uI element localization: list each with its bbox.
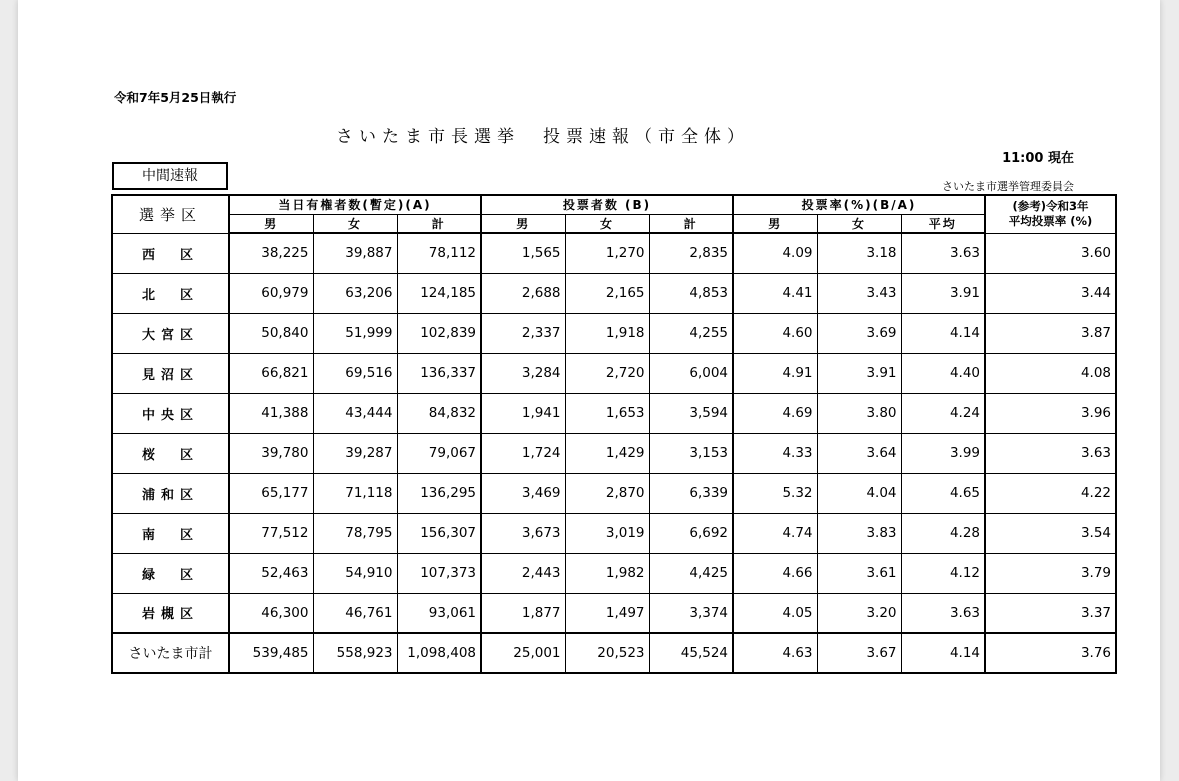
table-cell: 3,153 (649, 433, 733, 473)
table-cell: 3.60 (985, 233, 1116, 273)
table-cell: 2,870 (565, 473, 649, 513)
header-voters: 投票者数 (B) (481, 195, 733, 214)
header-reference-line1: (参考)令和3年 (1012, 199, 1089, 214)
table-cell: 65,177 (229, 473, 313, 513)
table-cell: 4,425 (649, 553, 733, 593)
table-cell: 4.14 (901, 313, 985, 353)
table-cell: 3,469 (481, 473, 565, 513)
table-cell: 2,688 (481, 273, 565, 313)
table-cell: 136,337 (397, 353, 481, 393)
table-row (112, 553, 1116, 593)
table-cell: 3.63 (901, 593, 985, 633)
table-row (112, 513, 1116, 553)
header-voters-female: 女 (313, 214, 397, 233)
table-cell: 71,118 (313, 473, 397, 513)
table-cell: 3,594 (649, 393, 733, 433)
table-cell: 3.37 (985, 593, 1116, 633)
table-cell: 4.66 (733, 553, 817, 593)
table-cell: 4.24 (901, 393, 985, 433)
table-cell: 3.99 (901, 433, 985, 473)
table-cell: 3.67 (817, 633, 901, 673)
table-cell: 51,999 (313, 313, 397, 353)
page-title: さいたま市長選挙 投票速報（市全体） (336, 127, 750, 147)
district-name-cell: 北 区 (112, 273, 229, 313)
table-cell: 4.05 (733, 593, 817, 633)
table-row (112, 313, 1116, 353)
table-cell: 6,339 (649, 473, 733, 513)
district-name-cell: 岩槻区 (112, 593, 229, 633)
table-cell: 136,295 (397, 473, 481, 513)
table-cell: 3.64 (817, 433, 901, 473)
table-cell: 69,516 (313, 353, 397, 393)
table-cell: 6,004 (649, 353, 733, 393)
header-turnout-rate: 投票率(%)(B/A) (733, 195, 985, 214)
header-rate-male: 男 (733, 214, 817, 233)
table-cell: 156,307 (397, 513, 481, 553)
table-cell: 3.80 (817, 393, 901, 433)
table-cell: 63,206 (313, 273, 397, 313)
table-cell: 1,982 (565, 553, 649, 593)
table-cell: 4.04 (817, 473, 901, 513)
table-cell: 1,098,408 (397, 633, 481, 673)
table-cell: 39,287 (313, 433, 397, 473)
table-cell: 50,840 (229, 313, 313, 353)
table-row (112, 273, 1116, 313)
table-cell: 4,255 (649, 313, 733, 353)
table-cell: 3.91 (901, 273, 985, 313)
table-cell: 78,112 (397, 233, 481, 273)
table-cell: 2,337 (481, 313, 565, 353)
table-cell: 1,429 (565, 433, 649, 473)
table-cell: 2,443 (481, 553, 565, 593)
table-cell: 1,653 (565, 393, 649, 433)
table-cell: 39,887 (313, 233, 397, 273)
table-cell: 539,485 (229, 633, 313, 673)
district-name-cell: さいたま市計 (112, 633, 229, 673)
table-cell: 3.87 (985, 313, 1116, 353)
table-cell: 4.63 (733, 633, 817, 673)
table-cell: 1,565 (481, 233, 565, 273)
table-cell: 1,941 (481, 393, 565, 433)
table-cell: 45,524 (649, 633, 733, 673)
table-cell: 4.33 (733, 433, 817, 473)
district-name-cell: 浦和区 (112, 473, 229, 513)
table-cell: 1,497 (565, 593, 649, 633)
table-cell: 1,877 (481, 593, 565, 633)
table-cell: 79,067 (397, 433, 481, 473)
table-row (112, 433, 1116, 473)
district-name-cell: 西 区 (112, 233, 229, 273)
table-cell: 39,780 (229, 433, 313, 473)
table-cell: 2,835 (649, 233, 733, 273)
district-name-cell: 緑 区 (112, 553, 229, 593)
header-rate-average: 平均 (901, 214, 985, 233)
table-cell: 3.69 (817, 313, 901, 353)
table-cell: 3.76 (985, 633, 1116, 673)
table-cell: 4.65 (901, 473, 985, 513)
table-cell: 4.14 (901, 633, 985, 673)
election-date: 令和7年5月25日執行 (114, 90, 237, 105)
table-cell: 3.79 (985, 553, 1116, 593)
table-cell: 3.43 (817, 273, 901, 313)
table-cell: 4.69 (733, 393, 817, 433)
table-cell: 3,374 (649, 593, 733, 633)
table-row (112, 233, 1116, 273)
table-cell: 3.54 (985, 513, 1116, 553)
district-name-cell: 見沼区 (112, 353, 229, 393)
table-cell: 4.09 (733, 233, 817, 273)
table-cell: 3,019 (565, 513, 649, 553)
table-cell: 2,720 (565, 353, 649, 393)
table-cell: 5.32 (733, 473, 817, 513)
table-cell: 4.60 (733, 313, 817, 353)
table-cell: 43,444 (313, 393, 397, 433)
table-cell: 3.61 (817, 553, 901, 593)
table-cell: 3.44 (985, 273, 1116, 313)
table-cell: 4.40 (901, 353, 985, 393)
table-cell: 107,373 (397, 553, 481, 593)
table-cell: 558,923 (313, 633, 397, 673)
district-name-cell: 大宮区 (112, 313, 229, 353)
table-cell: 2,165 (565, 273, 649, 313)
table-cell: 1,724 (481, 433, 565, 473)
header-votes-male: 男 (481, 214, 565, 233)
turnout-table (111, 194, 1117, 674)
table-cell: 60,979 (229, 273, 313, 313)
table-cell: 77,512 (229, 513, 313, 553)
table-cell: 93,061 (397, 593, 481, 633)
district-name-cell: 南 区 (112, 513, 229, 553)
header-eligible-voters: 当日有権者数(暫定)(A) (229, 195, 481, 214)
table-cell: 84,832 (397, 393, 481, 433)
table-cell: 4.91 (733, 353, 817, 393)
table-cell: 3.63 (901, 233, 985, 273)
committee-name: さいたま市選挙管理委員会 (942, 180, 1074, 193)
document-page (18, 0, 1160, 781)
table-cell: 4,853 (649, 273, 733, 313)
table-cell: 4.22 (985, 473, 1116, 513)
table-cell: 3.91 (817, 353, 901, 393)
table-cell: 3.63 (985, 433, 1116, 473)
table-cell: 54,910 (313, 553, 397, 593)
table-cell: 1,918 (565, 313, 649, 353)
table-cell: 46,761 (313, 593, 397, 633)
header-voters-male: 男 (229, 214, 313, 233)
table-cell: 46,300 (229, 593, 313, 633)
table-cell: 1,270 (565, 233, 649, 273)
table-cell: 78,795 (313, 513, 397, 553)
table-row (112, 473, 1116, 513)
table-cell: 66,821 (229, 353, 313, 393)
table-total-row (112, 633, 1116, 673)
header-voters-total: 計 (397, 214, 481, 233)
interim-report-label: 中間速報 (112, 162, 228, 190)
table-row (112, 593, 1116, 633)
table-cell: 4.41 (733, 273, 817, 313)
table-body (112, 233, 1116, 673)
header-rate-female: 女 (817, 214, 901, 233)
table-cell: 102,839 (397, 313, 481, 353)
table-cell: 3.18 (817, 233, 901, 273)
table-cell: 3,673 (481, 513, 565, 553)
table-cell: 124,185 (397, 273, 481, 313)
table-cell: 3.96 (985, 393, 1116, 433)
district-name-cell: 中央区 (112, 393, 229, 433)
table-cell: 3.83 (817, 513, 901, 553)
header-votes-total: 計 (649, 214, 733, 233)
table-cell: 3,284 (481, 353, 565, 393)
table-cell: 4.28 (901, 513, 985, 553)
table-cell: 6,692 (649, 513, 733, 553)
table-row (112, 353, 1116, 393)
header-district: 選挙区 (112, 195, 229, 233)
header-votes-female: 女 (565, 214, 649, 233)
table-cell: 4.12 (901, 553, 985, 593)
report-time: 11:00 現在 (1002, 151, 1074, 166)
header-reference-rate (985, 195, 1116, 233)
header-reference-line2: 平均投票率 (%) (1008, 214, 1093, 229)
table-cell: 25,001 (481, 633, 565, 673)
table-cell: 3.20 (817, 593, 901, 633)
district-name-cell: 桜 区 (112, 433, 229, 473)
table-cell: 38,225 (229, 233, 313, 273)
table-cell: 41,388 (229, 393, 313, 433)
table-row (112, 393, 1116, 433)
table-cell: 4.08 (985, 353, 1116, 393)
table-cell: 20,523 (565, 633, 649, 673)
table-cell: 4.74 (733, 513, 817, 553)
table-cell: 52,463 (229, 553, 313, 593)
